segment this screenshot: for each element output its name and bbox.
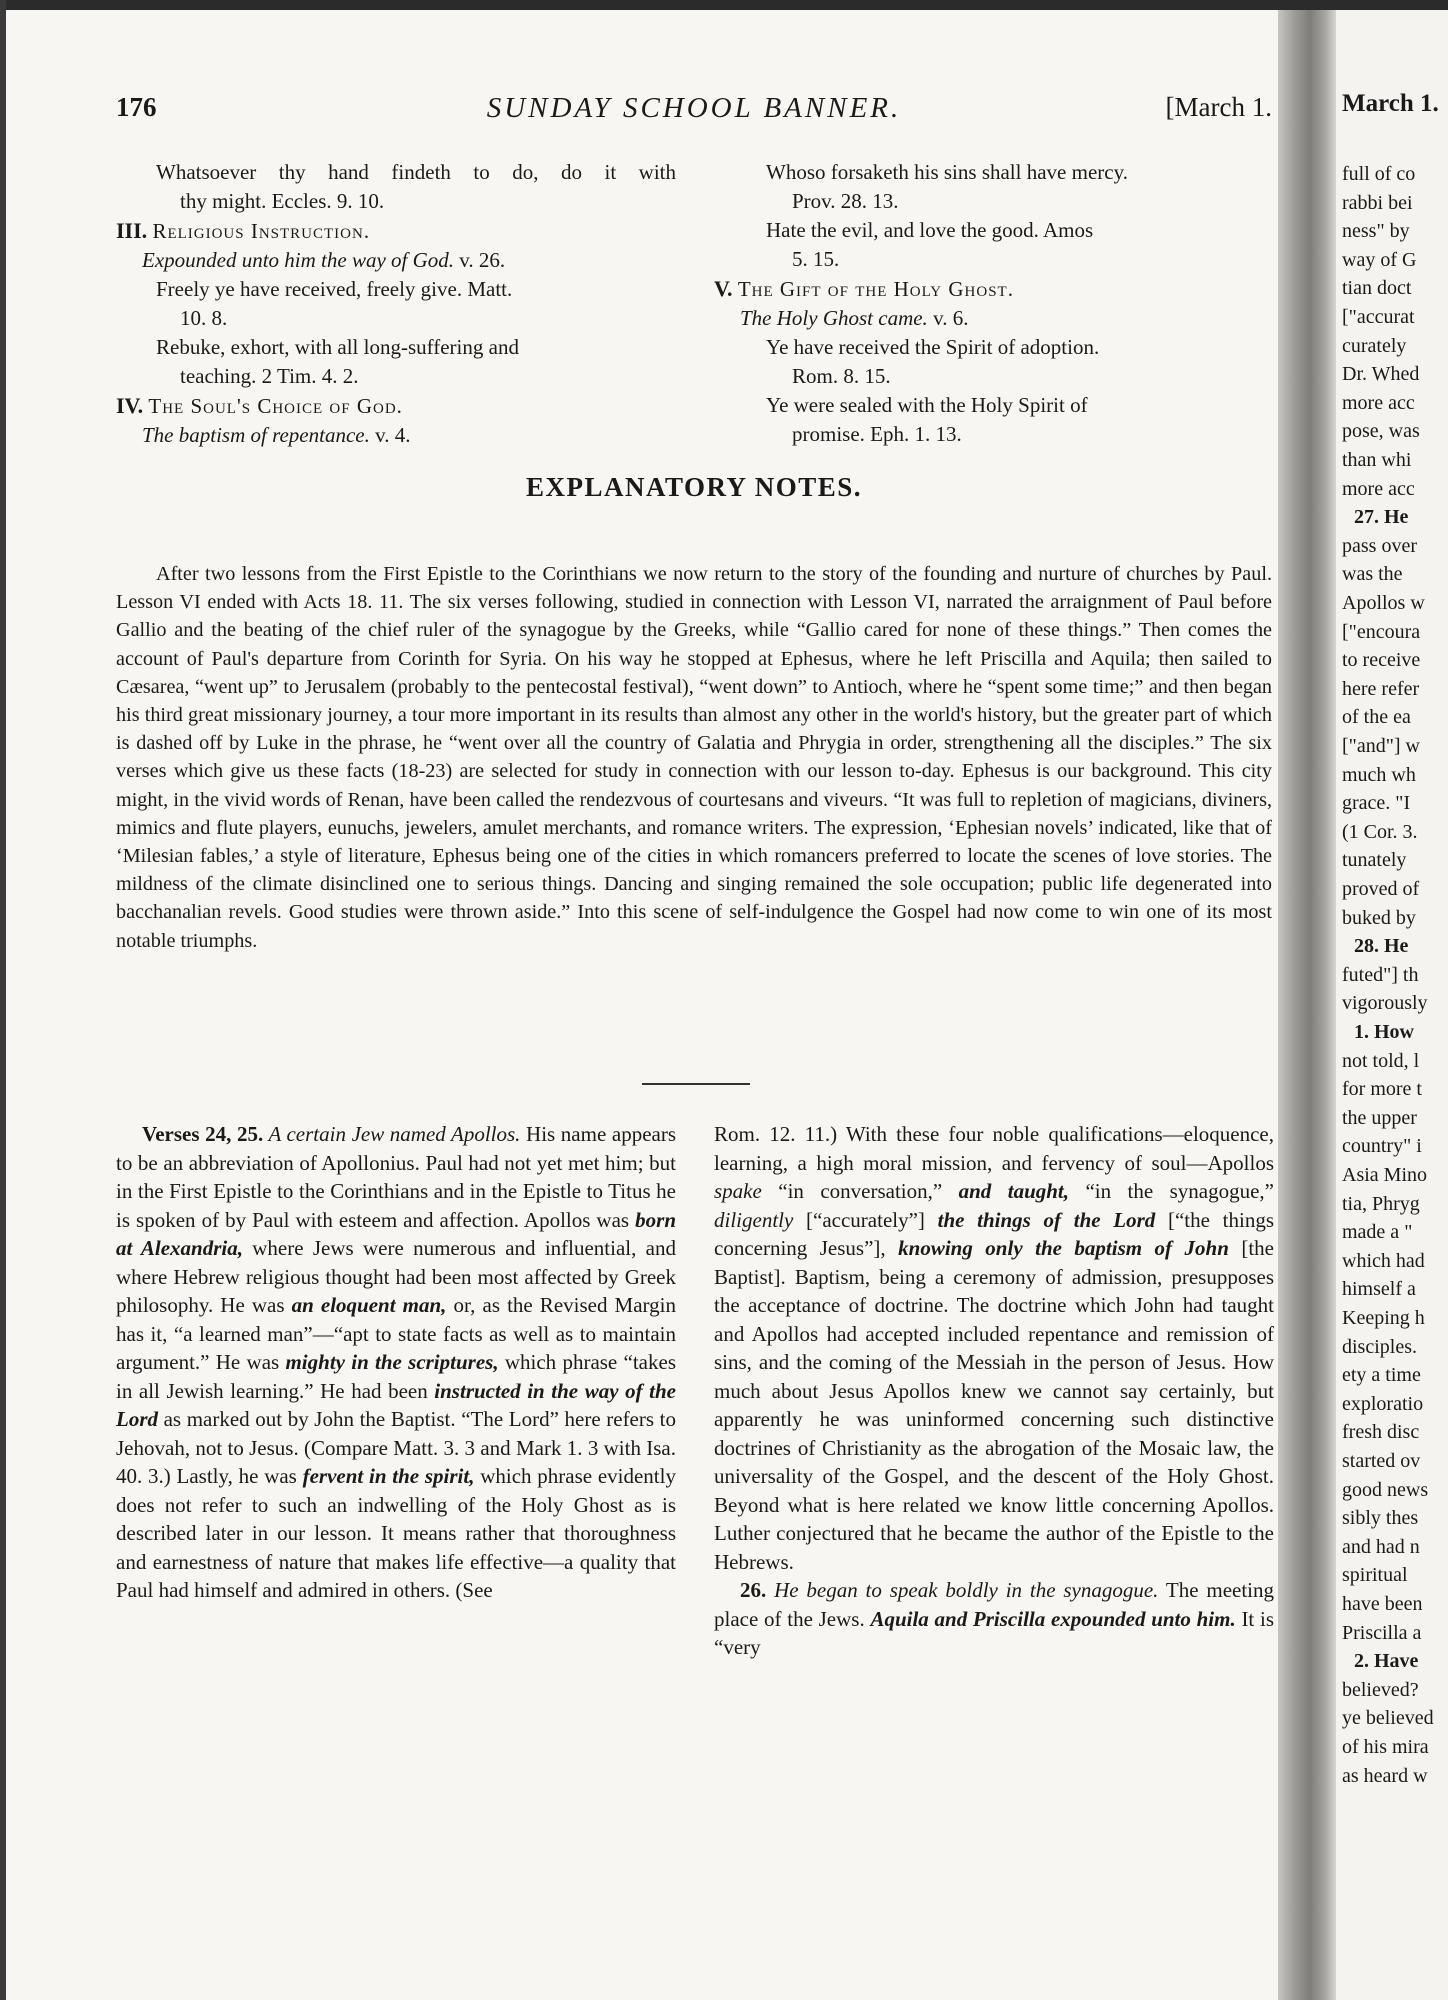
quoted-text: fervent in the spirit,: [302, 1464, 475, 1488]
quoted-text: Aquila and Priscilla expounded unto him.: [870, 1606, 1236, 1631]
verse-note-26: [714, 1576, 1274, 1662]
page-number: 176: [116, 92, 157, 122]
topic-ref: thy might. Eccles. 9. 10.: [180, 189, 385, 213]
facing-page-line: started ov: [1342, 1450, 1421, 1472]
facing-page-line: pose, was: [1342, 420, 1420, 443]
facing-page: [1336, 10, 1448, 2000]
facing-page-line: ["accurat: [1342, 306, 1415, 328]
facing-page-line: rabbi bei: [1342, 191, 1413, 214]
topic-ref: Freely ye have received, freely give. Matt.: [156, 277, 513, 301]
facing-page-line: grace. "I: [1342, 792, 1411, 815]
facing-page-line: which had: [1342, 1249, 1425, 1272]
theme-verse: v. 4.: [369, 423, 411, 447]
quoted-text: knowing only the baptism of John: [898, 1236, 1229, 1260]
quoted-text: instructed in the way of the Lord: [116, 1378, 676, 1431]
journal-title: SUNDAY SCHOOL BANNER.: [486, 92, 902, 124]
topic-ref: 10. 8.: [180, 306, 228, 330]
topic-ref: Ye were sealed with the Holy Spirit of: [766, 393, 1088, 417]
facing-page-line: full of co: [1342, 163, 1416, 185]
topic-heading-iv: [116, 391, 676, 421]
topic-heading-v: [714, 274, 1274, 304]
facing-page-line: 27. He: [1354, 506, 1409, 529]
quoted-text: diligently: [714, 1207, 794, 1232]
topic-theme: [714, 304, 1274, 333]
facing-page-line: ["and"] w: [1342, 735, 1420, 757]
facing-page-line: more acc: [1342, 477, 1415, 500]
facing-page-line: 1. How: [1354, 1021, 1414, 1043]
facing-page-line: vigorously: [1342, 992, 1428, 1015]
section-title: EXPLANATORY NOTES.: [525, 472, 863, 502]
topic-outline-right: [714, 158, 1274, 449]
facing-page-line: not told, l: [1342, 1049, 1420, 1072]
facing-page-line: much wh: [1342, 763, 1416, 786]
facing-page-line: country" i: [1342, 1135, 1422, 1158]
quoted-text: He began to speak boldly in the synagogue.: [766, 1578, 1159, 1602]
facing-page-line: curately: [1342, 334, 1407, 357]
theme-text: The baptism of repentance.: [142, 423, 370, 447]
book-gutter: [1278, 10, 1336, 2000]
topic-ref: Rom. 8. 15.: [792, 364, 891, 388]
facing-page-line: futed"] th: [1342, 963, 1419, 986]
header-date: [March 1.: [1165, 92, 1272, 122]
topic-outline-left: [116, 158, 676, 450]
topic-ref: promise. Eph. 1. 13.: [792, 422, 962, 446]
quoted-text: A certain Jew named Apollos.: [263, 1122, 521, 1146]
theme-verse: v. 26.: [454, 248, 506, 272]
scan-top-border: [0, 0, 1448, 10]
notes-column-right: [714, 1120, 1274, 1662]
verse-label: Verses 24, 25.: [142, 1122, 264, 1146]
heading-text: Religious Instruction.: [152, 219, 371, 243]
topic-theme: [116, 421, 676, 450]
facing-page-line: Dr. Whed: [1342, 363, 1420, 386]
notes-column-left: [116, 1120, 676, 1605]
facing-page-line: and had n: [1342, 1535, 1420, 1558]
topic-ref: teaching. 2 Tim. 4. 2.: [180, 364, 359, 388]
topic-ref: Ye have received the Spirit of adoption.: [766, 335, 1100, 359]
note-text: Rom. 12. 11.) With these four noble qualifications—eloquence, learning, a high moral mission, and fervency of soul—Apollos: [714, 1122, 1274, 1175]
note-text: [“accurately”]: [793, 1207, 938, 1232]
quoted-text: an eloquent man,: [291, 1293, 447, 1317]
note-text: or, as the Revised Margin has it, “a learned man”—“apt to state facts as well as to maintain argument.” He was: [116, 1293, 676, 1374]
facing-page-line: as heard w: [1342, 1764, 1428, 1787]
facing-page-line: made a ": [1342, 1221, 1413, 1244]
facing-page-line: tian doct: [1342, 277, 1412, 300]
heading-numeral: IV.: [116, 393, 144, 418]
facing-page-line: than whi: [1342, 449, 1412, 471]
facing-page-line: of his mira: [1342, 1736, 1429, 1758]
facing-page-header: March 1.: [1342, 90, 1439, 117]
note-text: as marked out by John the Baptist. “The Lord” here refers to Jehovah, not to Jesus. (Compare Matt. 3. 3 and Mark 1. 3 with Isa. 40. 3.) Lastly, he was: [116, 1407, 676, 1488]
topic-ref: Rebuke, exhort, with all long-suffering and: [156, 335, 519, 359]
facing-page-line: believed?: [1342, 1678, 1419, 1701]
theme-text: Expounded unto him the way of God.: [142, 248, 455, 272]
facing-page-line: way of G: [1342, 248, 1417, 271]
note-text: [the Baptist]. Baptism, being a ceremony of admission, presupposes the acceptance of doctrine. The doctrine which John had taught and Apollos had accepted included repentance and remission of sins, and the coming of the Messiah in the person of Jesus. How much about Jesus Apollos knew we cannot say certainly, but apparently he was uninformed concerning such distinctive doctrines of Christianity as the abrogation of the Mosaic law, the universality of the Gospel, and the descent of the Holy Ghost. Beyond what is here related we know little concerning Apollos. Luther conjectured that he became the author of the Epistle to the Hebrews.: [714, 1236, 1274, 1574]
heading-text: The Soul's Choice of God.: [148, 394, 403, 418]
verse-note-24-25: [116, 1120, 676, 1605]
quoted-text: born at Alexandria,: [116, 1207, 676, 1260]
facing-page-line: Keeping h: [1342, 1307, 1425, 1329]
note-text: The meeting place of the Jews.: [714, 1578, 1275, 1631]
note-text: [“the things concerning Jesus”],: [714, 1207, 1274, 1260]
topic-theme: [116, 246, 676, 275]
topic-ref: Whoso forsaketh his sins shall have mercy.: [766, 160, 1128, 184]
facing-page-line: ety a time: [1342, 1364, 1421, 1387]
quoted-text: spake: [714, 1179, 762, 1203]
verse-note-continued: [714, 1120, 1274, 1576]
verse-label: 26.: [740, 1578, 767, 1602]
facing-page-line: disciples.: [1342, 1335, 1417, 1358]
facing-page-line: himself a: [1342, 1278, 1416, 1301]
facing-page-line: Apollos w: [1342, 592, 1425, 614]
theme-text: The Holy Ghost came.: [740, 306, 928, 330]
facing-page-line: here refer: [1342, 677, 1420, 700]
topic-heading-iii: [116, 216, 676, 246]
facing-page-line: was the: [1342, 563, 1403, 586]
heading-numeral: III.: [116, 218, 148, 243]
facing-page-line: proved of: [1342, 878, 1420, 900]
topic-ref: Whatsoever thy hand findeth to do, do it with: [156, 160, 676, 184]
quoted-text: mighty in the scriptures,: [285, 1350, 499, 1374]
facing-page-line: ye believed: [1342, 1707, 1434, 1730]
facing-page-line: (1 Cor. 3.: [1342, 820, 1418, 843]
topic-ref: 5. 15.: [792, 247, 840, 271]
facing-page-line: to receive: [1342, 649, 1421, 672]
note-text: His name appears to be an abbreviation of Apollonius. Paul had not yet met him; but in the First Epistle to the Corinthians and in the Epistle to Titus he is spoken of by Paul with esteem and affection. Apollos was: [116, 1122, 676, 1232]
facing-page-line: ["encoura: [1342, 620, 1421, 643]
note-text: where Jews were numerous and influential, and where Hebrew religious thought had been most affected by Greek philosophy. He was: [116, 1236, 676, 1317]
facing-page-line: pass over: [1342, 534, 1417, 557]
facing-page-line: sibly thes: [1342, 1507, 1419, 1530]
heading-numeral: V.: [714, 276, 733, 301]
note-text: “in conversation,”: [761, 1179, 959, 1203]
note-text: which phrase evidently does not refer to such an indwelling of the Holy Ghost as is described later in our lesson. It means rather that thoroughness and earnestness of nature that makes life effective—a quality that Paul had himself and admired in others. (See: [116, 1464, 676, 1602]
quoted-text: the things of the Lord: [937, 1207, 1156, 1232]
heading-text: The Gift of the Holy Ghost.: [737, 277, 1014, 301]
facing-page-line: Asia Mino: [1342, 1164, 1427, 1186]
facing-page-line: exploratio: [1342, 1392, 1424, 1415]
facing-page-line: tunately: [1342, 849, 1407, 872]
facing-page-line: for more t: [1342, 1078, 1422, 1101]
facing-page-line: ness" by: [1342, 220, 1410, 243]
facing-page-line: 28. He: [1354, 935, 1409, 958]
note-text: which phrase “takes in all Jewish learning.” He had been: [116, 1350, 676, 1403]
intro-paragraph: After two lessons from the First Epistle to the Corinthians we now return to the story of the founding and nurture of churches by Paul. Lesson VI ended with Acts 18. 11. The six verses following, studied in connection with Lesson VI, narrated the arraignment of Paul before Gallio and the beating of the chief ruler of the synagogue by the Greeks, while “Gallio cared for none of these things.” Then comes the account of Paul's departure from Corinth for Syria. On his way he stopped at Ephesus, where he left Priscilla and Aquila; then sailed to Cæsarea, “went up” to Jerusalem (probably to the pentecostal festival), “went down” to Antioch, where he “spent some time;” and then began his third great missionary journey, a tour more important in its results than almost any other in the world's history, but the greater part of which is dashed off by Luke in the phrase, he “went over all the country of Galatia and Phrygia in order, strengthening all the disciples.” The six verses which give us these facts (18-23) are selected for study in connection with our lesson to-day. Ephesus is our background. This city might, in the vivid words of Renan, have been called the rendezvous of courtesans and viveurs. “It was full to repletion of magicians, diviners, mimics and flute players, eunuchs, jewelers, amulet merchants, and romance writers. The expression, ‘Ephesian novels’ indicated, like that of ‘Milesian fables,’ a style of literature, Ephesus being one of the cities in which romancers preferred to locate the scenes of love stories. The mildness of the climate disinclined one to serious things. Dancing and singing remained the sole occupation; public life degenerated into bacchanalian revels. Good studies were thrown aside.” Into this scene of self-indulgence the Gospel had now come to win one of its most notable triumphs.: [116, 563, 1272, 952]
facing-page-line: of the ea: [1342, 706, 1411, 729]
facing-page-line: have been: [1342, 1593, 1423, 1615]
topic-ref: Hate the evil, and love the good. Amos: [766, 218, 1094, 242]
facing-page-line: the upper: [1342, 1106, 1417, 1129]
facing-page-line: Priscilla a: [1342, 1621, 1422, 1644]
note-text: “in the synagogue,”: [1069, 1179, 1274, 1203]
facing-page-line: good news: [1342, 1478, 1429, 1501]
note-text: It is “very: [714, 1606, 1275, 1659]
theme-verse: v. 6.: [927, 306, 969, 330]
facing-page-line: spiritual: [1342, 1564, 1408, 1587]
facing-page-line: 2. Have: [1354, 1650, 1419, 1673]
quoted-text: and taught,: [958, 1179, 1070, 1203]
facing-page-line: buked by: [1342, 906, 1416, 929]
section-divider: [642, 1083, 750, 1085]
running-header: [116, 92, 1272, 132]
facing-page-line: more acc: [1342, 391, 1415, 414]
facing-page-line: fresh disc: [1342, 1421, 1420, 1444]
facing-page-line: tia, Phryg: [1342, 1192, 1420, 1215]
topic-ref: Prov. 28. 13.: [792, 189, 899, 213]
